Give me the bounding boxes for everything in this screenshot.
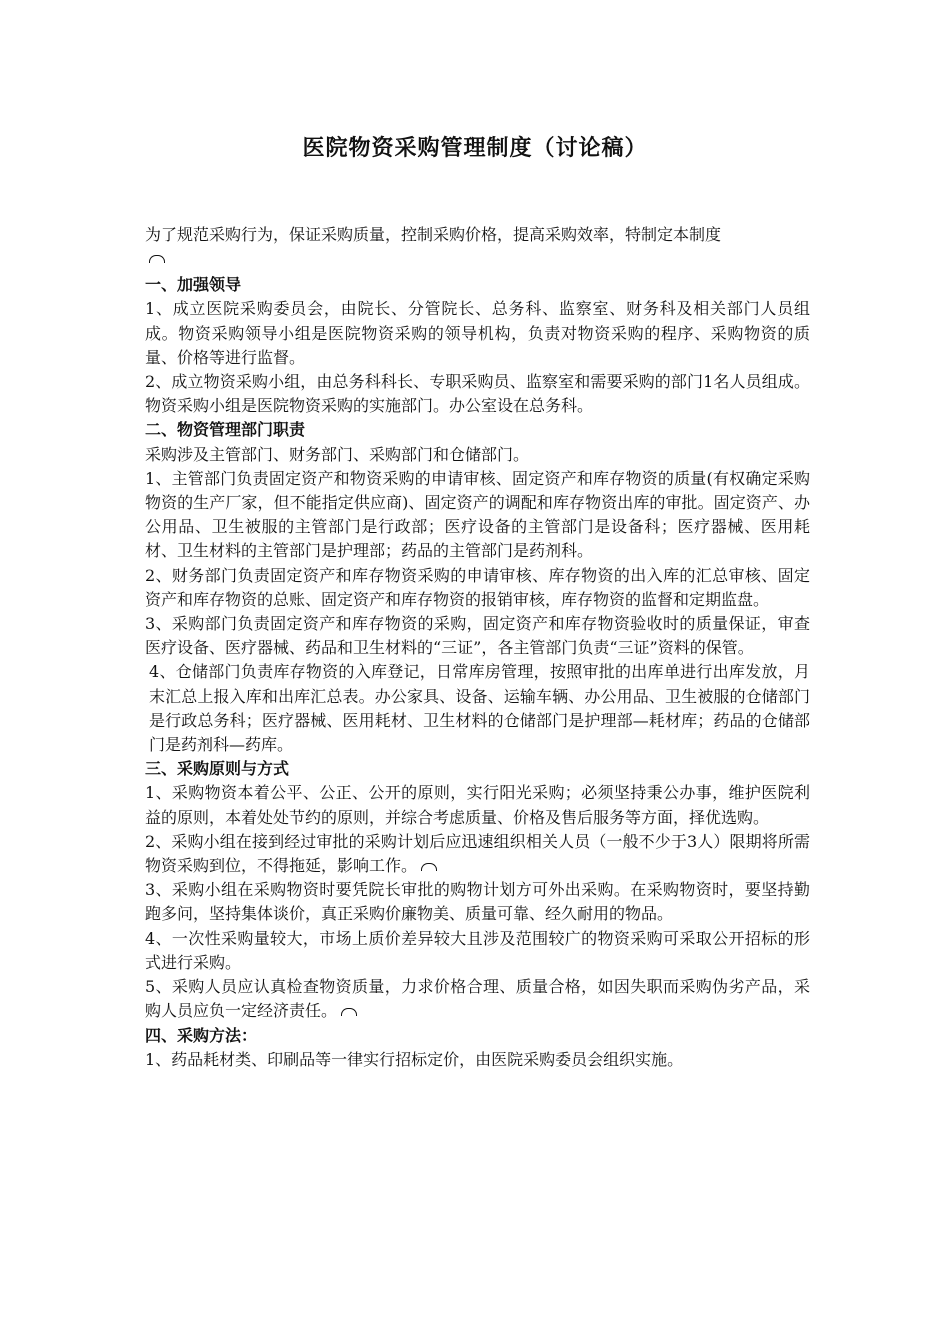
section-paragraph: 采购涉及主管部门、财务部门、采购部门和仓储部门。: [145, 444, 530, 464]
intro-paragraph: [145, 223, 810, 269]
paragraph-mark-icon: [149, 255, 165, 263]
section-paragraph: 1、主管部门负责固定资产和物资采购的申请审核、固定资产和库存物资的质量(有权确定采购物资的生产厂家，但不能指定供应商)、固定资产的调配和库存物资出库的审批。固定资产、办公用品、卫生被服的主管部门是行政部；医疗设备的主管部门是设备科；医疗器械、医用耗材、卫生材料的主管部门是护理部；药品的主管部门是药剂科。: [145, 468, 810, 561]
section-paragraph: 1、成立医院采购委员会，由院长、分管院长、总务科、监察室、财务科及相关部门人员组成。物资采购领导小组是医院物资采购的领导机构，负责对物资采购的程序、采购物资的质量、价格等进行监督。: [145, 299, 810, 367]
section-heading: 一、加强领导: [145, 275, 242, 295]
section-paragraph: 1、药品耗材类、印刷品等一律实行招标定价，由医院采购委员会组织实施。: [145, 1049, 684, 1069]
section-paragraph: 2、成立物资采购小组，由总务科科长、专职采购员、监察室和需要采购的部门1名人员组成。物资采购小组是医院物资采购的实施部门。办公室设在总务科。: [145, 372, 810, 416]
document-title: 医院物资采购管理制度（讨论稿）: [302, 135, 648, 161]
paragraph-mark-icon: [421, 863, 437, 871]
section-paragraph: [145, 830, 810, 878]
paragraph-text: 5、采购人员应认真检查物资质量，力求价格合理、质量合格，如因失职而采购伪劣产品，采购人员应负一定经济责任。: [145, 977, 810, 1021]
section-paragraph: 1、采购物资本着公平、公正、公开的原则，实行阳光采购；必须坚持秉公办事，维护医院利益的原则，本着处处节约的原则，并综合考虑质量、价格及售后服务等方面，择优选购。: [145, 783, 810, 827]
paragraph-text: 2、采购小组在接到经过审批的采购计划后应迅速组织相关人员（一般不少于3人）限期将所需物资采购到位，不得拖延，影响工作。: [145, 831, 810, 876]
section-paragraph: [145, 975, 810, 1023]
intro-text: 为了规范采购行为，保证采购质量，控制采购价格，提高采购效率，特制定本制度: [145, 225, 722, 244]
section-paragraph: 2、财务部门负责固定资产和库存物资采购的申请审核、库存物资的出入库的汇总审核、固定资产和库存物资的总账、固定资产和库存物资的报销审核，库存物资的监督和定期监盘。: [145, 565, 810, 609]
section-heading: 四、采购方法：: [145, 1025, 258, 1045]
paragraph-mark-icon: [341, 1008, 357, 1016]
document-body: [145, 223, 810, 1072]
section-paragraph: 3、采购部门负责固定资产和库存物资的采购，固定资产和库存物资验收时的质量保证，审查医疗设备、医疗器械、药品和卫生材料的“三证”，各主管部门负责“三证”资料的保管。: [145, 614, 810, 658]
section-heading: 三、采购原则与方式: [145, 759, 290, 779]
section-paragraph: 4、一次性采购量较大，市场上质价差异较大且涉及范围较广的物资采购可采取公开招标的形式进行采购。: [145, 928, 810, 972]
section-paragraph: 3、采购小组在采购物资时要凭院长审批的购物计划方可外出采购。在采购物资时，要坚持勤跑多问，坚持集体谈价，真正采购价廉物美、质量可靠、经久耐用的物品。: [145, 880, 810, 924]
section-heading: 二、物资管理部门职责: [145, 420, 306, 440]
section-paragraph: 4、仓储部门负责库存物资的入库登记，日常库房管理，按照审批的出库单进行出库发放，月末汇总上报入库和出库汇总表。办公家具、设备、运输车辆、办公用品、卫生被服的仓储部门是行政总务科；医疗器械、医用耗材、卫生材料的仓储部门是护理部—耗材库；药品的仓储部门是药剂科—药库。: [149, 662, 810, 755]
